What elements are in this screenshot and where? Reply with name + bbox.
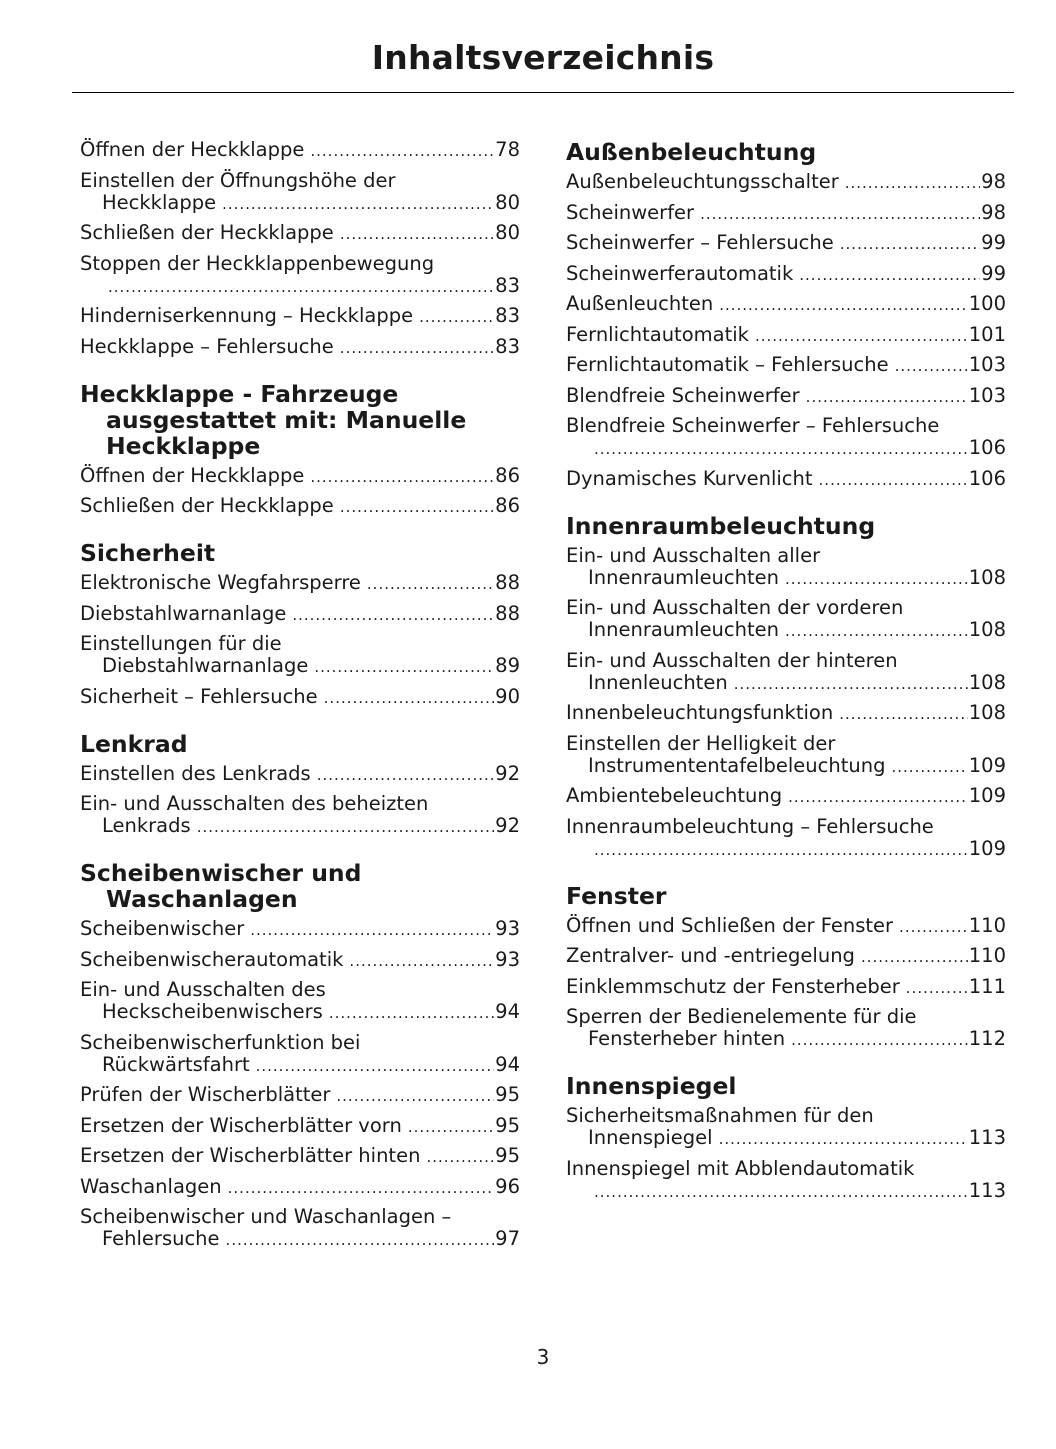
toc-entry[interactable]	[566, 202, 1006, 225]
toc-entry[interactable]	[566, 945, 1006, 968]
toc-column-right	[566, 139, 1006, 1225]
dot-leader	[734, 673, 968, 695]
entry-page-number: 109	[968, 753, 1006, 777]
entry-row	[80, 655, 520, 678]
entry-page-number: 86	[495, 494, 520, 517]
entry-page-number: 90	[495, 684, 520, 708]
entry-page-number: 95	[495, 1083, 520, 1106]
toc-section	[80, 731, 520, 839]
toc-entry[interactable]	[80, 139, 520, 162]
entry-row	[566, 755, 1006, 778]
entry-title: Öffnen der Heckklappe	[80, 138, 305, 161]
dot-leader	[755, 325, 968, 347]
entry-title-line: Ein- und Ausschalten des beheizten	[80, 792, 429, 815]
entry-title-line: Scheibenwischer und Waschanlagen –	[80, 1205, 452, 1228]
entry-page-number: 83	[495, 304, 520, 327]
dot-leader	[340, 496, 494, 518]
toc-entry[interactable]	[566, 1158, 1006, 1203]
entry-title: Heckklappe – Fehlersuche	[80, 334, 334, 358]
entry-page-number: 89	[495, 654, 520, 677]
dot-leader	[785, 568, 968, 590]
entry-page-number: 83	[495, 334, 520, 358]
dot-leader	[317, 764, 494, 786]
entry-title: Innenspiegel	[588, 1126, 713, 1149]
toc-entry[interactable]	[80, 793, 520, 838]
entry-row	[566, 263, 1006, 286]
page-title: Inhaltsverzeichnis	[371, 38, 715, 77]
entry-title: Waschanlagen	[80, 1174, 222, 1198]
toc-entry[interactable]	[566, 597, 1006, 642]
dot-leader	[314, 656, 494, 678]
entry-row	[80, 1145, 520, 1168]
entry-row	[566, 1028, 1006, 1051]
toc-section	[566, 513, 1006, 861]
section-heading: Innenspiegel	[566, 1072, 737, 1100]
section-heading: Außenbeleuchtung	[566, 138, 817, 166]
entry-row	[566, 838, 1006, 861]
section-heading: Lenkrad	[80, 729, 188, 758]
dot-leader	[700, 203, 980, 225]
entry-title-line: Einstellungen für die	[80, 632, 282, 655]
entry-row	[566, 232, 1006, 255]
dot-leader	[340, 337, 494, 359]
entry-row	[80, 1115, 520, 1138]
entry-row	[80, 815, 520, 838]
toc-entry[interactable]	[80, 495, 520, 518]
dot-leader	[226, 1229, 495, 1251]
entry-page-number: 106	[968, 466, 1006, 490]
toc-entry[interactable]	[566, 293, 1006, 316]
entry-title: Ambientebeleuchtung	[566, 784, 783, 807]
toc-entry[interactable]	[566, 1006, 1006, 1051]
entry-page-number: 110	[968, 913, 1006, 937]
entry-title: Scheinwerfer – Fehlersuche	[566, 231, 834, 254]
dot-leader	[895, 355, 968, 377]
toc-entry[interactable]	[566, 650, 1006, 695]
dot-leader	[419, 306, 494, 328]
entry-title-line: Ein- und Ausschalten des	[80, 978, 326, 1001]
entry-page-number: 106	[968, 436, 1006, 459]
entry-title: Innenraumleuchten	[588, 565, 780, 589]
entry-row	[566, 915, 1006, 938]
toc-entry[interactable]	[80, 686, 520, 709]
toc-entry[interactable]	[566, 232, 1006, 255]
entry-title: Diebstahlwarnanlage	[102, 654, 309, 677]
toc-entry[interactable]	[80, 1032, 520, 1077]
entry-page-number: 80	[495, 190, 520, 214]
entry-title: Außenleuchten	[566, 292, 714, 315]
entry-page-number: 99	[981, 231, 1006, 254]
dot-leader	[367, 573, 494, 595]
toc-section	[80, 860, 520, 1251]
toc-entry[interactable]	[566, 171, 1006, 194]
dot-leader	[594, 438, 968, 460]
entry-page-number: 95	[495, 1113, 520, 1137]
entry-title: Öffnen der Heckklappe	[80, 463, 305, 487]
entry-title: Diebstahlwarnanlage	[80, 601, 287, 625]
entry-title: Heckklappe	[102, 190, 217, 214]
dot-leader	[250, 919, 494, 941]
entry-title: Rückwärtsfahrt	[102, 1052, 250, 1076]
toc-entry[interactable]	[80, 336, 520, 359]
dot-leader	[340, 223, 494, 245]
entry-title: Schließen der Heckklappe	[80, 221, 334, 244]
entry-title: Einstellen des Lenkrads	[80, 761, 311, 785]
entry-page-number: 98	[981, 200, 1006, 224]
entry-page-number: 100	[968, 292, 1006, 315]
dot-leader	[197, 816, 494, 838]
entry-row	[80, 686, 520, 709]
entry-row	[566, 1180, 1006, 1203]
entry-page-number: 112	[968, 1027, 1006, 1050]
dot-leader	[349, 950, 494, 972]
entry-title-line: Ein- und Ausschalten der hinteren	[566, 648, 898, 672]
dot-leader	[292, 604, 494, 626]
entry-title: Fensterheber hinten	[588, 1027, 786, 1050]
section-heading: Scheibenwischer und Waschanlagen	[80, 859, 362, 913]
entry-row	[80, 192, 520, 215]
toc-entry[interactable]	[566, 702, 1006, 725]
toc-entry[interactable]	[80, 170, 520, 215]
entry-title-line: Sperren der Bedienelemente für die	[566, 1005, 917, 1028]
entry-row	[80, 603, 520, 626]
dot-leader	[806, 386, 968, 408]
entry-title: Scheinwerferautomatik	[566, 261, 794, 285]
toc-entry[interactable]	[566, 385, 1006, 408]
entry-title: Ersetzen der Wischerblätter hinten	[80, 1144, 421, 1167]
toc-entry[interactable]	[80, 763, 520, 786]
entry-row	[566, 785, 1006, 808]
entry-row	[566, 619, 1006, 642]
entry-page-number: 103	[968, 353, 1006, 376]
toc-entry[interactable]	[80, 949, 520, 972]
entry-title: Fernlichtautomatik	[566, 322, 749, 346]
toc-section	[80, 139, 520, 359]
entry-row	[80, 495, 520, 518]
entry-page-number: 92	[495, 761, 520, 785]
entry-page-number: 108	[968, 565, 1006, 589]
entry-page-number: 94	[495, 1000, 520, 1023]
toc-entry[interactable]	[80, 1084, 520, 1107]
dot-leader	[892, 756, 968, 778]
entry-title: Scheinwerfer	[566, 200, 695, 224]
entry-title-line: Innenraumbeleuchtung – Fehlersuche	[566, 814, 934, 838]
dot-leader	[719, 294, 968, 316]
toc-entry[interactable]	[566, 976, 1006, 999]
dot-leader	[799, 264, 980, 286]
entry-title: Lenkrads	[102, 814, 191, 837]
dot-leader	[719, 1128, 968, 1150]
toc-entry[interactable]	[566, 415, 1006, 460]
entry-row	[80, 572, 520, 595]
toc-section	[566, 139, 1006, 491]
entry-title: Blendfreie Scheinwerfer	[566, 383, 800, 407]
entry-title: Schließen der Heckklappe	[80, 494, 334, 517]
toc-entry[interactable]	[80, 253, 520, 298]
entry-row	[566, 293, 1006, 316]
entry-row	[566, 672, 1006, 695]
entry-page-number: 93	[495, 947, 520, 971]
entry-page-number: 83	[495, 273, 520, 297]
toc-entry[interactable]	[80, 918, 520, 941]
toc-section	[566, 1073, 1006, 1203]
toc-entry[interactable]	[80, 633, 520, 678]
entry-page-number: 86	[495, 463, 520, 487]
dot-leader	[840, 233, 980, 255]
toc-entry[interactable]	[566, 1105, 1006, 1150]
entry-title-line: Einstellen der Öffnungshöhe der	[80, 168, 396, 192]
entry-page-number: 110	[968, 944, 1006, 967]
entry-page-number: 92	[495, 814, 520, 837]
entry-row	[566, 1127, 1006, 1150]
dot-leader	[819, 469, 968, 491]
entry-page-number: 88	[495, 601, 520, 625]
entry-row	[80, 336, 520, 359]
entry-page-number: 103	[968, 383, 1006, 407]
dot-leader	[594, 839, 968, 861]
toc-section	[80, 381, 520, 519]
entry-title: Innenleuchten	[588, 670, 728, 694]
entry-page-number: 109	[968, 784, 1006, 807]
section-heading: Sicherheit	[80, 539, 216, 567]
entry-row	[80, 1084, 520, 1107]
entry-page-number: 98	[981, 170, 1006, 193]
section-heading: Heckklappe - Fahrzeuge ausgestattet mit: Manuelle Heckklappe	[80, 379, 467, 460]
entry-row	[80, 1228, 520, 1251]
dot-leader	[228, 1177, 495, 1199]
entry-title: Scheibenwischerautomatik	[80, 947, 344, 971]
toc-entry[interactable]	[80, 603, 520, 626]
entry-row	[566, 945, 1006, 968]
toc-entry[interactable]	[566, 263, 1006, 286]
toc-entry[interactable]	[566, 354, 1006, 377]
dot-leader	[899, 916, 968, 938]
section-heading: Innenraumbeleuchtung	[566, 511, 876, 540]
dot-leader	[408, 1116, 494, 1138]
entry-title: Ersetzen der Wischerblätter vorn	[80, 1113, 402, 1137]
entry-page-number: 80	[495, 221, 520, 244]
entry-row	[566, 976, 1006, 999]
dot-leader	[324, 687, 495, 709]
entry-row	[80, 275, 520, 298]
dot-leader	[861, 946, 968, 968]
entry-row	[80, 139, 520, 162]
entry-title: Heckscheibenwischers	[102, 1000, 323, 1023]
title-divider	[72, 92, 1014, 93]
entry-row	[566, 702, 1006, 725]
entry-page-number: 97	[495, 1227, 520, 1250]
entry-row	[80, 222, 520, 245]
toc-entry[interactable]	[566, 468, 1006, 491]
toc-section	[566, 883, 1006, 1052]
entry-row	[80, 305, 520, 328]
entry-title-line: Sicherheitsmaßnahmen für den	[566, 1104, 874, 1127]
dot-leader	[336, 1085, 494, 1107]
toc-entry[interactable]	[566, 545, 1006, 590]
dot-leader	[785, 620, 968, 642]
entry-title: Fehlersuche	[102, 1227, 220, 1250]
entry-page-number: 99	[981, 261, 1006, 285]
entry-page-number: 113	[968, 1126, 1006, 1149]
dot-leader	[788, 786, 968, 808]
entry-title: Öffnen und Schließen der Fenster	[566, 913, 894, 937]
entry-row	[80, 763, 520, 786]
entry-page-number: 95	[495, 1144, 520, 1167]
entry-title-line: Stoppen der Heckklappenbewegung	[80, 251, 435, 275]
entry-page-number: 108	[968, 670, 1006, 694]
entry-row	[566, 354, 1006, 377]
entry-title-line: Innenspiegel mit Abblendautomatik	[566, 1156, 915, 1180]
page-number: 3	[536, 1345, 550, 1369]
entry-title: Fernlichtautomatik – Fehlersuche	[566, 353, 889, 376]
entry-title-line: Einstellen der Helligkeit der	[566, 731, 836, 755]
toc-section	[80, 540, 520, 709]
entry-title: Innenbeleuchtungsfunktion	[566, 701, 834, 724]
toc-entry[interactable]	[80, 305, 520, 328]
entry-row	[566, 468, 1006, 491]
toc-entry[interactable]	[80, 465, 520, 488]
entry-title: Einklemmschutz der Fensterheber	[566, 974, 900, 998]
section-heading: Fenster	[566, 881, 667, 910]
entry-page-number: 108	[968, 701, 1006, 724]
entry-title: Scheibenwischer	[80, 917, 245, 940]
dot-leader	[791, 1029, 968, 1051]
dot-leader	[594, 1181, 968, 1203]
entry-title: Zentralver- und -entriegelung	[566, 944, 855, 967]
entry-title-line: Scheibenwischerfunktion bei	[80, 1030, 361, 1054]
entry-title: Dynamisches Kurvenlicht	[566, 466, 813, 490]
toc-entry[interactable]	[566, 733, 1006, 778]
entry-row	[80, 465, 520, 488]
dot-leader	[222, 193, 494, 215]
entry-row	[566, 567, 1006, 590]
entry-page-number: 113	[968, 1178, 1006, 1202]
entry-row	[566, 171, 1006, 194]
entry-title: Außenbeleuchtungsschalter	[566, 170, 839, 193]
dot-leader	[839, 703, 968, 725]
toc-entry[interactable]	[80, 979, 520, 1024]
dot-leader	[329, 1002, 494, 1024]
entry-row	[80, 1176, 520, 1199]
toc-entry[interactable]	[80, 1145, 520, 1168]
dot-leader	[108, 276, 494, 298]
entry-page-number: 111	[968, 974, 1006, 998]
entry-title: Prüfen der Wischerblätter	[80, 1083, 331, 1106]
dot-leader	[310, 140, 494, 162]
dot-leader	[906, 977, 968, 999]
toc-entry[interactable]	[80, 1115, 520, 1138]
entry-page-number: 108	[968, 618, 1006, 641]
entry-row	[566, 202, 1006, 225]
entry-page-number: 78	[495, 138, 520, 161]
toc-entry[interactable]	[566, 324, 1006, 347]
toc-entry[interactable]	[566, 816, 1006, 861]
entry-row	[80, 949, 520, 972]
toc-entry[interactable]	[80, 1206, 520, 1251]
entry-page-number: 93	[495, 917, 520, 940]
entry-row	[80, 1001, 520, 1024]
entry-page-number: 88	[495, 571, 520, 594]
entry-page-number: 101	[968, 322, 1006, 346]
entry-page-number: 94	[495, 1052, 520, 1076]
entry-title: Hinderniserkennung – Heckklappe	[80, 304, 414, 327]
dot-leader	[845, 172, 980, 194]
entry-row	[80, 918, 520, 941]
entry-title: Elektronische Wegfahrsperre	[80, 571, 361, 594]
entry-title-line: Ein- und Ausschalten aller	[566, 543, 821, 567]
entry-row	[80, 1054, 520, 1077]
toc-entry[interactable]	[80, 1176, 520, 1199]
toc-column-left	[80, 139, 520, 1273]
entry-title: Instrumententafelbeleuchtung	[588, 753, 886, 777]
toc-entry[interactable]	[566, 915, 1006, 938]
entry-row	[566, 324, 1006, 347]
toc-entry[interactable]	[80, 222, 520, 245]
dot-leader	[310, 466, 494, 488]
entry-title-line: Blendfreie Scheinwerfer – Fehlersuche	[566, 414, 940, 437]
entry-title: Innenraumleuchten	[588, 618, 780, 641]
dot-leader	[426, 1146, 494, 1168]
entry-row	[566, 385, 1006, 408]
toc-entry[interactable]	[80, 572, 520, 595]
toc-entry[interactable]	[566, 785, 1006, 808]
entry-page-number: 109	[968, 836, 1006, 860]
entry-page-number: 96	[495, 1174, 520, 1198]
dot-leader	[256, 1055, 495, 1077]
entry-title-line: Ein- und Ausschalten der vorderen	[566, 596, 904, 619]
entry-title: Sicherheit – Fehlersuche	[80, 684, 318, 708]
entry-row	[566, 437, 1006, 460]
